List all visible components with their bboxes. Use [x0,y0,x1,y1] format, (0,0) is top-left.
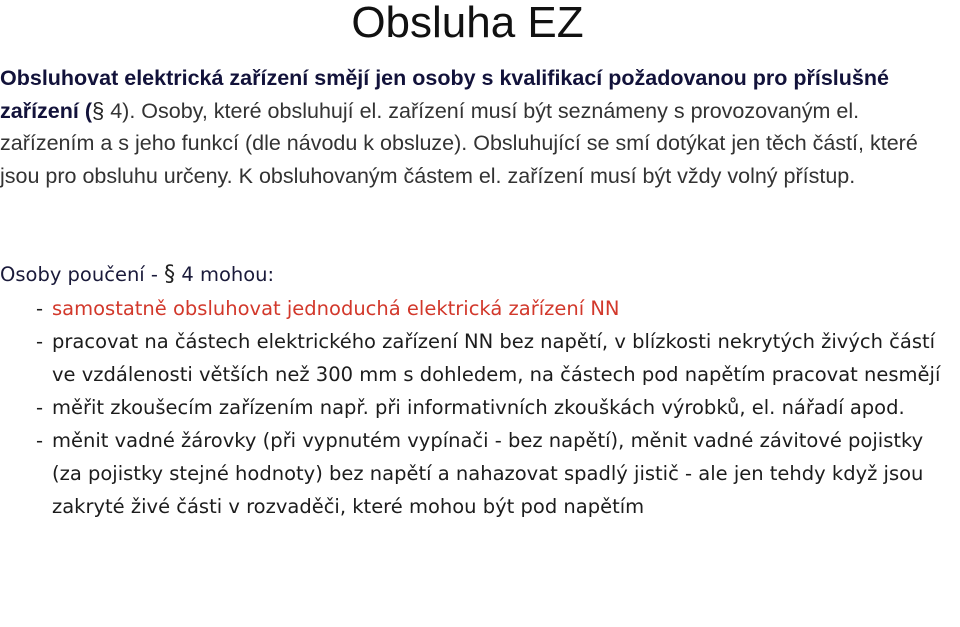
intro-bold-text: Obsluhovat elektrická zařízení smějí jen osoby s kvalifikací požadovanou pro příslušné zařízení ( [0,66,889,123]
intro-normal-text: 4). Osoby, které obsluhují el. zařízení musí být seznámeny s provozovaným el. zařízením a s jeho funkcí (dle návodu k obsluze). Obsluhující se smí dotýkat jen těch částí, které jsou pro obsluhu určeny. K obsluhovaným částem el. zařízení musí být vždy volný přístup. [0,98,918,188]
list-item [0,424,955,523]
section-heading-after: 4 mohou: [175,263,275,286]
slide-title: Obsluha EZ [351,0,584,47]
section-heading-symbol: § [164,262,176,287]
list-dash: - [36,330,44,353]
list-item [0,292,955,325]
instructed-persons-section [0,258,955,523]
section-symbol: § [92,97,105,123]
list-dash: - [36,429,44,452]
list-item-text: samostatně obsluhovat jednoduchá elektrická zařízení NN [52,297,620,320]
intro-paragraph [0,62,955,192]
section-heading-before: Osoby poučení - [0,263,165,286]
list-item [0,391,955,424]
section-heading [0,258,955,292]
list-item-text: měřit zkoušecím zařízením např. při informativních zkouškách výrobků, el. nářadí apod. [52,396,905,419]
list-dash: - [36,396,44,419]
list-item-text: měnit vadné žárovky (při vypnutém vypínači - bez napětí), měnit vadné závitové pojistky (za pojistky stejné hodnoty) bez napětí a nahazovat spadlý jistič - ale jen tehdy když jsou zakryté živé části v rozvaděči, které mohou být pod napětím [52,429,924,518]
list-dash: - [36,297,44,320]
list-item-text: pracovat na částech elektrického zařízení NN bez napětí, v blízkosti nekrytých živých částí ve vzdálenosti větších než 300 mm s dohledem, na částech pod napětím pracovat nesmějí [52,330,941,386]
list-item [0,325,955,391]
